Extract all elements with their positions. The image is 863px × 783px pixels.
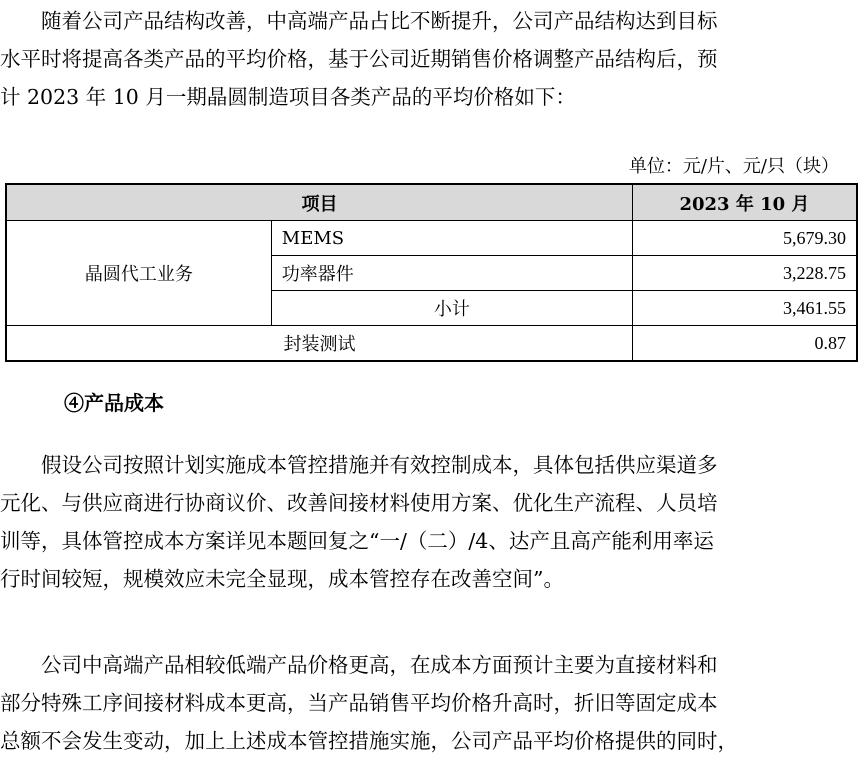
table-row bbox=[6, 326, 857, 362]
paragraph-line: 假设公司按照计划实施成本管控措施并有效控制成本，具体包括供应渠道多 bbox=[0, 453, 718, 477]
header-period: 2023 年 10 月 bbox=[632, 184, 857, 221]
intro-line: 水平时将提高各类产品的平均价格，基于公司近期销售价格调整产品结构后，预 bbox=[0, 47, 718, 71]
section-heading: ④产品成本 bbox=[64, 391, 164, 415]
cost-paragraph-1 bbox=[0, 446, 863, 598]
row-value: 3,228.75 bbox=[632, 256, 857, 291]
intro-paragraph bbox=[0, 2, 863, 116]
paragraph-line: 元化、与供应商进行协商议价、改善间接材料使用方案、优化生产流程、人员培 bbox=[0, 491, 718, 515]
table-row bbox=[6, 221, 857, 256]
price-table bbox=[5, 183, 858, 362]
paragraph-line: 训等，具体管控成本方案详见本题回复之“一/（二）/4、达产且高产能利用率运 bbox=[0, 529, 714, 553]
intro-line: 随着公司产品结构改善，中高端产品占比不断提升，公司产品结构达到目标 bbox=[0, 9, 718, 33]
subtotal-value: 3,461.55 bbox=[632, 291, 857, 326]
cost-paragraph-2 bbox=[0, 646, 863, 760]
row-name: MEMS bbox=[271, 221, 632, 256]
row-value: 5,679.30 bbox=[632, 221, 857, 256]
intro-line: 计 2023 年 10 月一期晶圆制造项目各类产品的平均价格如下： bbox=[0, 85, 576, 109]
packaging-value: 0.87 bbox=[632, 326, 857, 362]
packaging-label: 封装测试 bbox=[6, 326, 632, 362]
group-label: 晶圆代工业务 bbox=[6, 221, 271, 326]
paragraph-line: 行时间较短，规模效应未完全显现，成本管控存在改善空间”。 bbox=[0, 567, 564, 591]
table-header-row bbox=[6, 184, 857, 221]
subtotal-label: 小计 bbox=[271, 291, 632, 326]
row-name: 功率器件 bbox=[271, 256, 632, 291]
unit-note: 单位：元/片、元/只（块） bbox=[628, 156, 839, 177]
paragraph-line: 总额不会发生变动，加上上述成本管控措施实施，公司产品平均价格提供的同时， bbox=[0, 729, 738, 753]
header-item: 项目 bbox=[6, 184, 632, 221]
paragraph-line: 公司中高端产品相较低端产品价格更高，在成本方面预计主要为直接材料和 bbox=[0, 653, 718, 677]
paragraph-line: 部分特殊工序间接材料成本更高，当产品销售平均价格升高时，折旧等固定成本 bbox=[0, 691, 718, 715]
